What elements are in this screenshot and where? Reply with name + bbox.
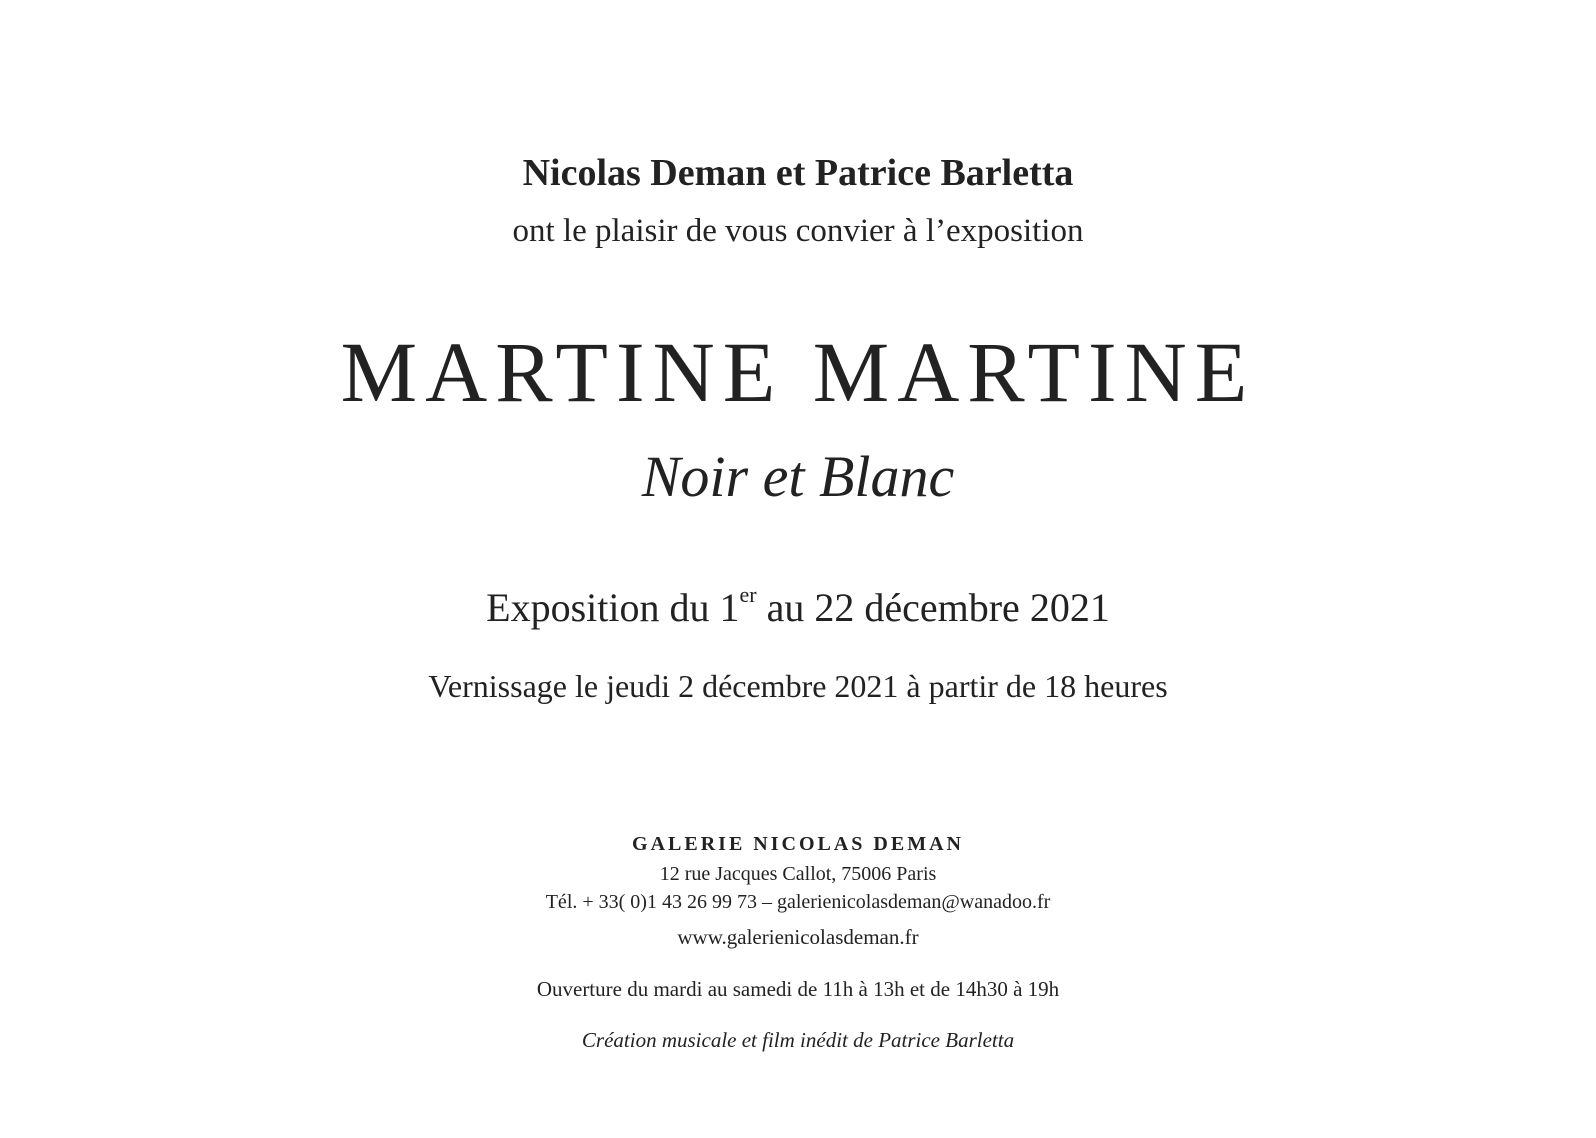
artist-name: MARTINE MARTINE: [340, 324, 1256, 420]
exhibition-title: Noir et Blanc: [641, 444, 955, 509]
exhibition-dates: [0, 584, 1596, 631]
invite-line: ont le plaisir de vous convier à l’exposition: [512, 213, 1084, 249]
gallery-contact: Tél. + 33( 0)1 43 26 99 73 – galerienicolasdeman@wanadoo.fr: [545, 891, 1051, 913]
dates-prefix: Exposition du 1: [486, 585, 740, 630]
credits-line: Création musicale et film inédit de Patrice Barletta: [581, 1028, 1015, 1052]
opening-hours: Ouverture du mardi au samedi de 11h à 13h et de 14h30 à 19h: [536, 977, 1060, 1001]
gallery-address: 12 rue Jacques Callot, 75006 Paris: [659, 863, 937, 885]
hosts-line: Nicolas Deman et Patrice Barletta: [522, 152, 1074, 194]
gallery-website: www.galerienicolasdeman.fr: [677, 925, 919, 949]
opening-reception: Vernissage le jeudi 2 décembre 2021 à partir de 18 heures: [428, 668, 1168, 704]
dates-ordinal: er: [739, 582, 757, 607]
gallery-name: GALERIE NICOLAS DEMAN: [632, 833, 964, 855]
dates-suffix: au 22 décembre 2021: [756, 585, 1110, 630]
